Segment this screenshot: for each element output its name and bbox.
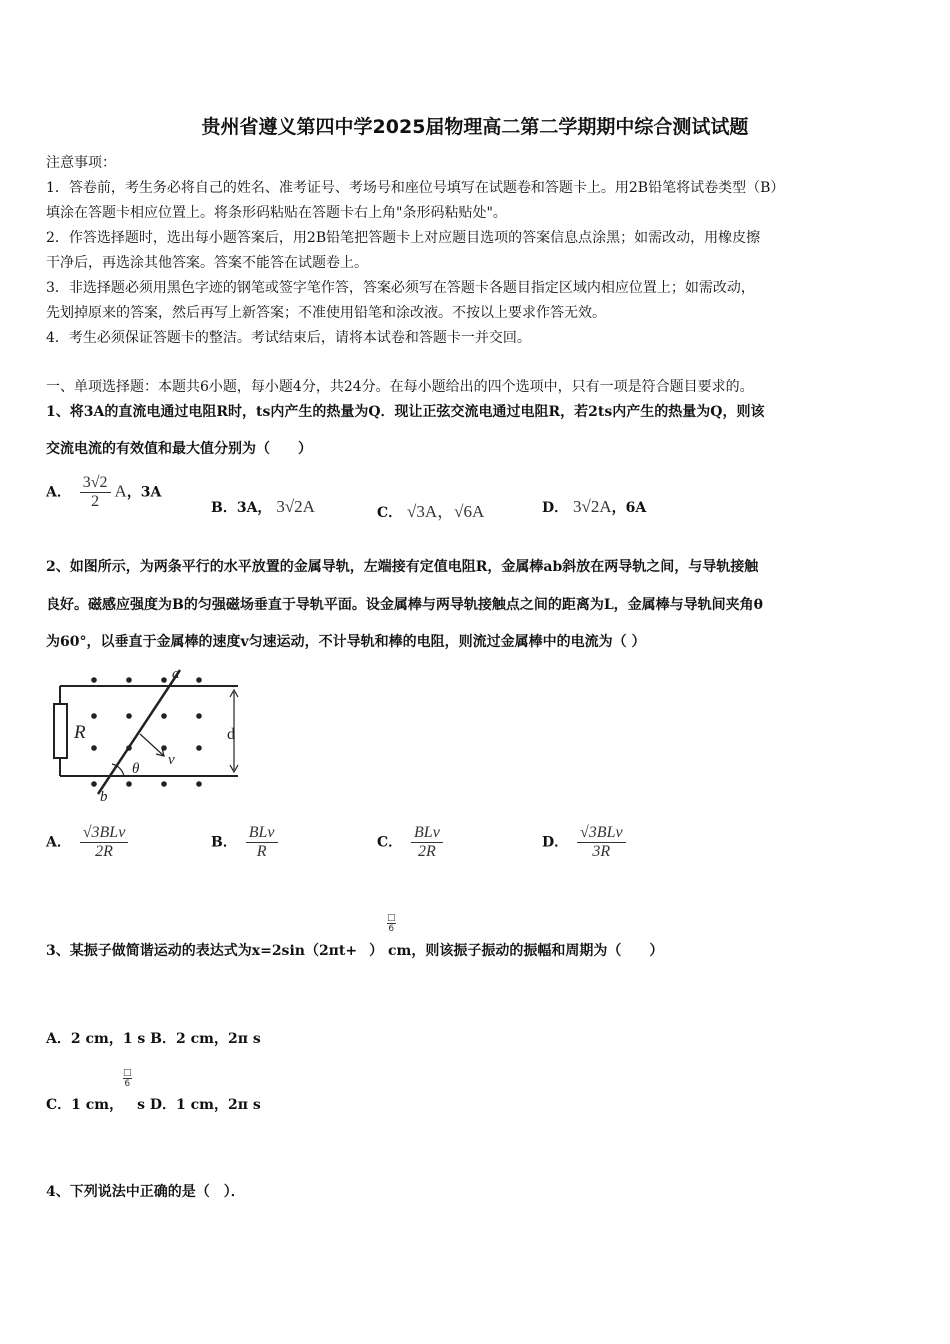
q2-stem-line-3: 为60°，以垂直于金属棒的速度v匀速运动，不计导轨和棒的电阻，则流过金属棒中的电流为（ ） xyxy=(46,634,646,650)
notice-line-5: 3．非选择题必须用黑色字迹的钢笔或签字笔作答，答案必须写在答题卡各题目指定区域内相应位置上；如需改动， xyxy=(46,280,755,296)
velocity-arrow xyxy=(140,734,164,756)
q3-stem: 3、某振子做简谐运动的表达式为x=2sin（2πt+ ） cm，则该振子振动的振幅和周期为（ ） xyxy=(46,943,664,959)
q1-option-a-fraction: $\frac{3√2}{2}$ xyxy=(80,474,111,511)
notice-line-4: 干净后，再选涂其他答案。答案不能答在试题卷上。 xyxy=(46,255,368,271)
label-d: d xyxy=(227,726,235,743)
q3-options-cd[interactable]: C．1 cm， s D．1 cm，2π s xyxy=(46,1097,261,1113)
notice-line-3: 2．作答选择题时，选出每小题答案后，用2B铅笔把答题卡上对应题目选项的答案信息点涂黑；如需改动，用橡皮擦 xyxy=(46,230,761,246)
q3-option-c-fraction: □ 6 xyxy=(123,1068,132,1089)
q1-stem-line-1: 1、将3A的直流电通过电阻R时，ts内产生的热量为Q．现让正弦交流电通过电阻R，若2ts内产生的热量为Q，则该 xyxy=(46,404,765,420)
notice-line-6: 先划掉原来的答案，然后再写上新答案；不准使用铅笔和涂改液。不按以上要求作答无效。 xyxy=(46,305,606,321)
q2-option-b[interactable]: B． $\frac{\text{BLv}}{R}$ xyxy=(211,824,282,861)
rail-circuit-figure xyxy=(50,664,250,804)
notice-line-7: 4．考生必须保证答题卡的整洁。考试结束后，请将本试卷和答题卡一并交回。 xyxy=(46,330,531,346)
q1-option-a-label: A． xyxy=(46,484,71,501)
q1-option-b-value: 3√2A xyxy=(276,497,315,516)
label-a: a xyxy=(172,666,180,682)
q2-option-d[interactable]: D． $\frac{\text{√3BLv}}{3R}$ xyxy=(542,824,630,861)
page-title: 贵州省遵义第四中学2025届物理高二第二学期期中综合测试试题 xyxy=(201,116,749,138)
label-R: R xyxy=(74,722,86,743)
q1-option-c[interactable]: C． √3A，√6A xyxy=(377,502,485,521)
q2-option-c[interactable]: C． $\frac{\text{BLv}}{2R}$ xyxy=(377,824,447,861)
section-heading: 一、单项选择题：本题共6小题，每小题4分，共24分。在每小题给出的四个选项中，只有一项是符合题目要求的。 xyxy=(46,379,754,395)
q1-stem-line-2: 交流电流的有效值和最大值分别为（ ） xyxy=(46,441,312,457)
q2-option-a-fraction: $\frac{\text{√3BLv}}{2R}$ xyxy=(80,824,129,861)
q3-options-ab[interactable]: A．2 cm，1 s B．2 cm，2π s xyxy=(46,1031,261,1047)
q1-option-d[interactable]: D． 3√2A，6A xyxy=(542,497,647,516)
q1-option-b[interactable]: B．3A， 3√2A xyxy=(211,497,315,516)
q2-stem-line-1: 2、如图所示，为两条平行的水平放置的金属导轨，左端接有定值电阻R，金属棒ab斜放在两导轨之间，与导轨接触 xyxy=(46,559,759,575)
q3-phase-fraction: □ 6 xyxy=(387,913,396,934)
q2-option-c-fraction: $\frac{\text{BLv}}{2R}$ xyxy=(411,824,443,861)
notice-heading: 注意事项： xyxy=(46,155,116,171)
notice-line-2: 填涂在答题卡相应位置上。将条形码粘贴在答题卡右上角"条形码粘贴处"。 xyxy=(46,205,507,221)
q2-stem-line-2: 良好。磁感应强度为B的匀强磁场垂直于导轨平面。设金属棒与两导轨接触点之间的距离为L，金属棒与导轨间夹角θ xyxy=(46,597,764,613)
q2-option-d-fraction: $\frac{\text{√3BLv}}{3R}$ xyxy=(577,824,626,861)
label-b: b xyxy=(100,789,108,804)
q2-option-b-fraction: $\frac{\text{BLv}}{R}$ xyxy=(246,824,278,861)
label-v: v xyxy=(168,752,175,768)
q2-option-a[interactable]: A． $\frac{\text{√3BLv}}{2R}$ xyxy=(46,824,132,861)
q4-stem: 4、下列说法中正确的是（ ）． xyxy=(46,1184,245,1200)
magnetic-field-dots xyxy=(91,677,202,787)
q1-option-a[interactable]: A． $\frac{3√2}{2}$ A，3A xyxy=(46,474,162,510)
label-theta: θ xyxy=(132,761,140,777)
notice-line-1: 1．答卷前，考生务必将自己的姓名、准考证号、考场号和座位号填写在试题卷和答题卡上。用2B铅笔将试卷类型（B） xyxy=(46,180,785,196)
resistor xyxy=(54,704,67,758)
